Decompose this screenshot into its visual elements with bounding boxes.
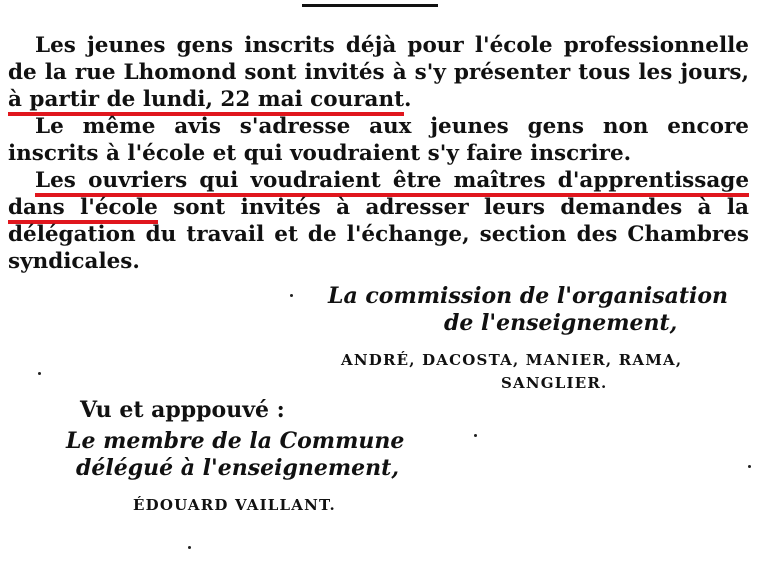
top-separator-rule bbox=[302, 4, 438, 7]
print-speck bbox=[38, 372, 41, 375]
paragraph1-text: Les jeunes gens inscrits déjà pour l'école professionnelle de la rue Lhomond sont invités à s'y présenter tous les jours, bbox=[8, 33, 749, 85]
paragraph-school-registration bbox=[8, 32, 749, 113]
commission-title-line1: La commission de l'organisation bbox=[328, 283, 729, 309]
commission-title-line2: de l'enseignement, bbox=[444, 310, 678, 336]
approval-title-line1: Le membre de la Commune bbox=[66, 428, 405, 454]
print-speck bbox=[474, 434, 477, 437]
commission-members-line2: SANGLIER. bbox=[501, 374, 608, 392]
approval-title-line2: délégué à l'enseignement, bbox=[76, 455, 399, 481]
paragraph2-text: Le même avis s'adresse aux jeunes gens non encore inscrits à l'école et qui voudraient s'y faire inscrire. bbox=[8, 114, 749, 166]
paragraph-non-registered-notice bbox=[8, 113, 749, 167]
approval-signatory-name: ÉDOUARD VAILLANT. bbox=[133, 496, 336, 514]
print-speck bbox=[188, 546, 191, 549]
paragraph1-end: . bbox=[404, 87, 412, 112]
paragraph-workers-apprenticeship bbox=[8, 167, 749, 275]
print-speck bbox=[290, 294, 293, 297]
underlined-start-date: à partir de lundi, 22 mai courant bbox=[8, 87, 404, 116]
approval-heading: Vu et apppouvé : bbox=[80, 397, 285, 423]
print-speck bbox=[748, 465, 751, 468]
underlined-workers-phrase: Les ouvriers qui voudraient être maîtres d'apprentissage dans l'école bbox=[8, 168, 749, 224]
commission-members-line1: ANDRÉ, DACOSTA, MANIER, RAMA, bbox=[341, 351, 683, 369]
paragraph3-text: sont invités à adresser leurs demandes à la délégation du travail et de l'échange, section des Chambres syndicales. bbox=[8, 195, 749, 274]
